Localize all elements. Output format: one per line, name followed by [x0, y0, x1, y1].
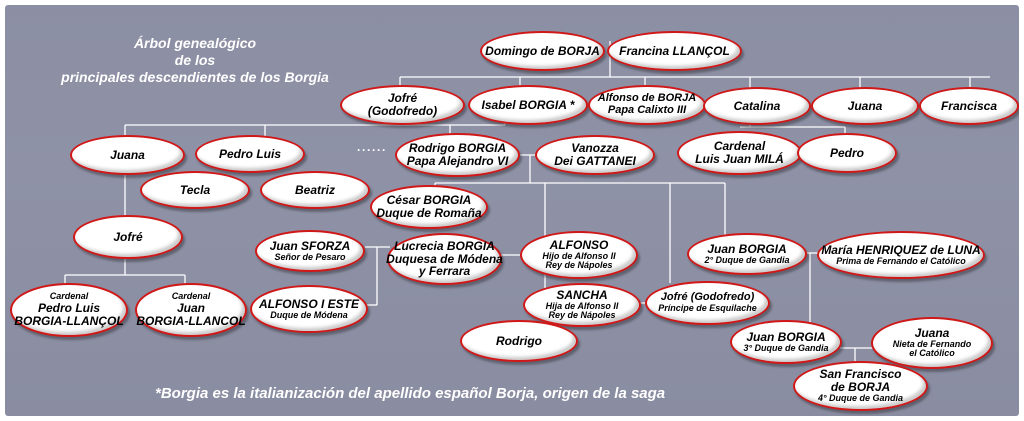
node-maria-henriquez — [817, 231, 985, 279]
node-subtitle: Nieta de Fernando — [892, 338, 972, 349]
node-jofre-esquilache — [645, 281, 770, 325]
node-lucrecia — [387, 233, 502, 285]
node-beatriz — [260, 171, 370, 209]
node-name: María HENRIQUEZ de LUNA — [821, 242, 981, 257]
node-name: y Ferrara — [418, 264, 471, 279]
node-subtitle: Príncipe de Esquilache — [658, 303, 757, 314]
node-name: Juan SFORZA — [269, 238, 351, 253]
node-name: (Godofredo) — [367, 104, 438, 118]
node-francina — [607, 31, 742, 71]
node-name: Duquesa de Módena — [386, 251, 503, 266]
node-name: BORGIA-LLANÇOL — [14, 313, 124, 328]
node-subtitle: 3° Duque de Gandia — [743, 342, 829, 353]
node-subtitle: 2° Duque de Gandia — [704, 254, 790, 265]
node-subtitle: Hijo de Alfonso II — [542, 250, 616, 261]
family-tree-diagram — [5, 5, 1019, 416]
diagram-title — [35, 35, 355, 86]
ellipsis-marker: ······ — [357, 143, 387, 157]
node-name: SANCHA — [556, 287, 608, 302]
node-name: Luis Juan MILÁ — [695, 152, 784, 166]
node-name: ALFONSO — [549, 237, 609, 252]
node-name: Pedro — [829, 145, 864, 160]
node-name: Juan BORGIA — [746, 329, 826, 344]
node-rodrigo — [460, 320, 578, 362]
node-juan-borgia-3 — [730, 320, 842, 364]
node-name: de BORJA — [830, 380, 891, 395]
node-name: Domingo de BORJA — [485, 43, 600, 58]
node-name: Juana — [847, 98, 883, 113]
node-name: Pedro Luis — [218, 146, 281, 161]
node-tecla — [140, 171, 250, 209]
node-catalina — [703, 87, 811, 125]
node-name: César BORGIA — [386, 193, 472, 208]
node-pedro-luis — [195, 135, 305, 173]
title-line: de los — [174, 52, 216, 68]
node-jofre-godofredo-elder — [340, 85, 465, 125]
node-name: Juana — [914, 325, 950, 340]
node-subtitle: Señor de Pesaro — [274, 251, 346, 262]
node-name: Papa Alejandro VI — [406, 154, 509, 168]
node-name: Duque de Romaña — [376, 206, 482, 220]
node-name: Cardenal — [713, 139, 766, 154]
node-name: Isabel BORGIA * — [481, 97, 575, 112]
node-juana-aunt — [811, 87, 919, 125]
node-cardenal-mila — [677, 131, 802, 175]
node-name: Dei GATTANEI — [554, 154, 636, 168]
node-subtitle: Hija de Alfonso II — [545, 300, 619, 311]
footnote: *Borgia es la italianización del apellido español Borja, origen de la saga — [155, 385, 666, 402]
node-subtitle: Cardenal — [171, 291, 211, 302]
node-san-francisco — [793, 361, 928, 411]
node-name: Francisca — [940, 98, 998, 113]
node-subtitle: Cardenal — [49, 291, 89, 302]
node-subtitle: Duque de Módena — [270, 309, 348, 320]
node-name: ALFONSO I ESTE — [258, 296, 359, 311]
node-subtitle: 4° Duque de Gandia — [817, 393, 904, 404]
node-name: Papa Calixto III — [607, 104, 687, 116]
node-name: Beatriz — [294, 182, 335, 197]
node-name: BORGIA-LLANCOL — [136, 313, 246, 328]
node-alfonso-napoles — [520, 231, 638, 279]
node-cardenal-juan — [135, 283, 247, 337]
node-cardenal-pedro-luis — [10, 283, 128, 337]
node-name: Lucrecia BORGIA — [394, 238, 495, 253]
node-vanozza — [535, 135, 655, 175]
node-name: Catalina — [733, 98, 781, 113]
node-juana-sister — [70, 135, 185, 175]
node-subtitle: Prima de Fernando el Católico — [836, 255, 966, 266]
node-juan-borgia-2 — [687, 233, 807, 275]
node-jofre-son — [73, 215, 183, 259]
node-alfonso-borja — [588, 85, 706, 125]
node-alfonso-este — [250, 285, 368, 333]
node-isabel — [468, 85, 588, 125]
title-line: principales descendientes de los Borgia — [61, 69, 329, 85]
node-name: Jofré (Godofredo) — [660, 291, 755, 304]
node-cesar-borgia — [370, 185, 488, 229]
node-pedro — [797, 133, 897, 173]
node-subtitle: Rey de Nápoles — [548, 310, 616, 321]
node-juana-nieta — [871, 317, 993, 369]
node-name: Vanozza — [571, 141, 619, 156]
node-name: Francina LLANÇOL — [619, 43, 730, 58]
node-name: Juan — [176, 300, 205, 315]
node-domingo — [480, 31, 605, 71]
node-rodrigo-borgia — [395, 133, 520, 177]
node-juan-sforza — [255, 230, 365, 272]
node-name: Juana — [110, 147, 145, 162]
node-name: Jofré — [113, 229, 143, 244]
node-name: Tecla — [179, 182, 211, 197]
node-name: Alfonso de BORJA — [597, 92, 697, 105]
node-sancha — [523, 283, 641, 327]
node-subtitle: Rey de Nápoles — [545, 260, 613, 271]
title-line: Árbol genealógico — [133, 35, 257, 51]
node-name: Rodrigo BORGIA — [408, 141, 507, 156]
node-name: Jofré — [387, 91, 418, 106]
node-francisca — [919, 87, 1019, 125]
node-name: Pedro Luis — [37, 300, 100, 315]
node-subtitle: el Católico — [909, 348, 955, 359]
node-name: Juan BORGIA — [707, 241, 787, 256]
node-name: San Francisco — [819, 367, 902, 382]
node-name: Rodrigo — [496, 333, 542, 348]
